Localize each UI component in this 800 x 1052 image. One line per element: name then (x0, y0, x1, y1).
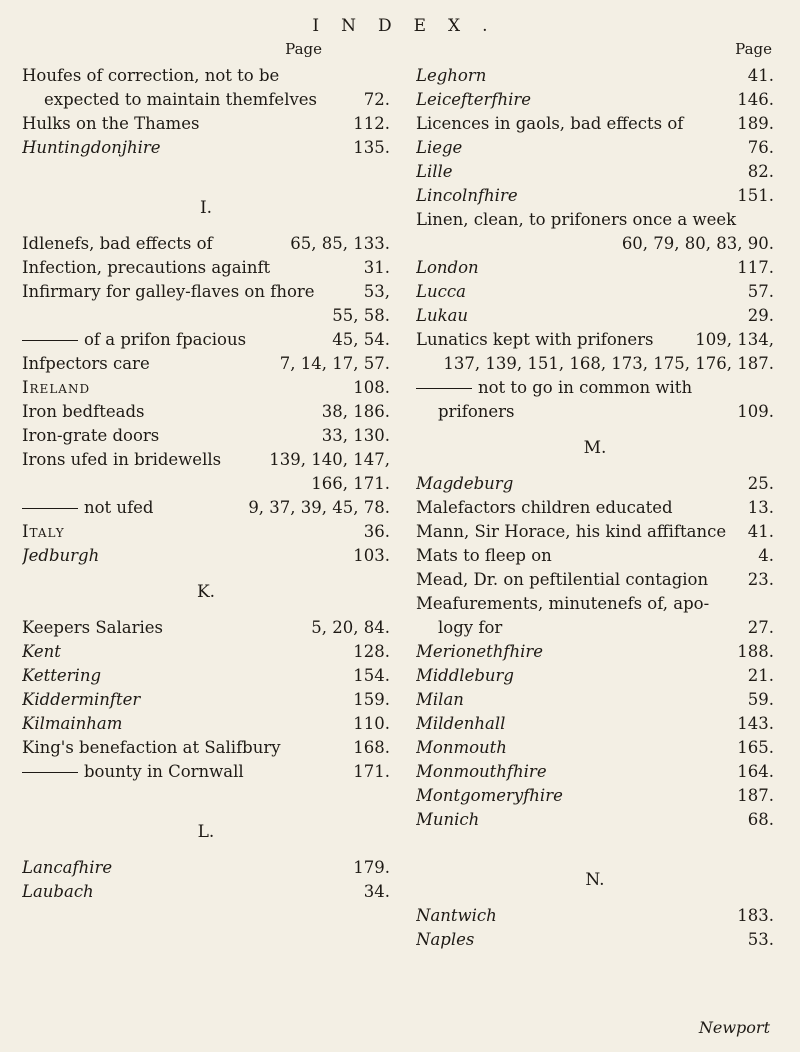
entry-term (22, 352, 280, 376)
entry-pages: 72. (363, 90, 390, 109)
entry-pages: 109. (737, 402, 774, 421)
entry-pages: 41. (747, 522, 774, 541)
entry-term-text: Kettering (22, 666, 102, 685)
entry-term (22, 640, 353, 664)
section-letter-i: I. (199, 198, 213, 218)
entry-pages: 68. (747, 810, 774, 829)
entry-term (22, 232, 290, 256)
index-entry (22, 112, 390, 136)
entry-pages: 57. (747, 282, 774, 301)
entry-term-text: not ufed (84, 498, 154, 517)
entry-pages: 76. (747, 138, 774, 157)
entry-term-text: Infirmary for galley-flaves on fhore (22, 282, 315, 301)
entry-term-text: not to go in common with (478, 378, 693, 397)
entry-pages: 36. (363, 522, 390, 541)
entry-term-text: Leicefterfhire (416, 90, 532, 109)
entry-pages: 109, 134, (695, 330, 774, 349)
entry-pages: 29. (747, 306, 774, 325)
index-entry (416, 208, 774, 232)
entry-term (22, 664, 353, 688)
index-entry (22, 664, 390, 688)
k-entries (22, 616, 390, 784)
entry-term (22, 760, 353, 784)
entry-pages: 7, 14, 17, 57. (279, 354, 390, 373)
entry-pages: 45, 54. (332, 330, 390, 349)
entry-term (22, 856, 353, 880)
entry-pages: 188. (737, 642, 774, 661)
entry-pages: 82. (747, 162, 774, 181)
entry-term-text: Monmouthfhire (416, 762, 547, 781)
entry-term (22, 328, 332, 352)
entry-term-text: expected to maintain themfelves (44, 90, 318, 109)
entry-term (416, 208, 774, 232)
entry-term-text: Jedburgh (22, 546, 100, 565)
entry-pages: 4. (758, 546, 774, 565)
entry-term-text: Lunatics kept with prifoners (416, 330, 654, 349)
index-entry (416, 328, 774, 352)
entry-term (22, 280, 364, 304)
entry-term (22, 136, 353, 160)
entry-term (416, 160, 748, 184)
entry-term-text: Linen, clean, to prifoners once a week (416, 210, 737, 229)
entry-term-text: Lincolnfhire (416, 186, 518, 205)
entry-term-text: Iron bedfteads (22, 402, 145, 421)
entry-pages: 165. (737, 738, 774, 757)
entry-term (416, 544, 758, 568)
entry-term (416, 520, 748, 544)
entry-pages: 159. (353, 690, 390, 709)
entry-term (416, 664, 748, 688)
entry-pages: 137, 139, 151, 168, 173, 175, 176, 187. (443, 354, 774, 373)
entry-pages: 110. (353, 714, 390, 733)
index-entry (22, 496, 390, 520)
entry-term (416, 592, 774, 616)
entry-term (416, 496, 748, 520)
index-entry (416, 304, 774, 328)
entry-term-text: Idlenefs, bad effects of (22, 234, 213, 253)
index-entry (22, 328, 390, 352)
entry-pages: 65, 85, 133. (290, 234, 390, 253)
entry-term-text: Laubach (22, 882, 94, 901)
entry-pages: 154. (353, 666, 390, 685)
entry-term (416, 472, 748, 496)
entry-term (22, 64, 390, 88)
entry-pages: 179. (353, 858, 390, 877)
entry-term-text: Lille (416, 162, 453, 181)
entry-term-text: Merionethfhire (416, 642, 544, 661)
entry-term (416, 712, 737, 736)
entry-pages: 135. (353, 138, 390, 157)
entry-pages: 53. (747, 930, 774, 949)
index-entry (22, 640, 390, 664)
i-entries (22, 232, 390, 568)
entry-term (22, 112, 353, 136)
entry-term (416, 280, 748, 304)
index-entry (22, 880, 390, 904)
index-entry (22, 736, 390, 760)
entry-pages: 53, (363, 282, 390, 301)
entry-pages: 139, 140, 147, (269, 450, 390, 469)
entry-term-text: King's benefaction at Salifbury (22, 738, 281, 757)
entry-pages: 9, 37, 39, 45, 78. (248, 498, 390, 517)
entry-term (22, 616, 311, 640)
entry-term-text: Malefactors children educated (416, 498, 673, 517)
ditto-dash (22, 772, 78, 773)
index-entry (416, 664, 774, 688)
entry-pages: 171. (353, 762, 390, 781)
index-entry (22, 472, 390, 496)
entry-term (416, 808, 748, 832)
index-entry (416, 736, 774, 760)
entry-pages: 59. (747, 690, 774, 709)
entry-term (416, 736, 737, 760)
index-entry (416, 592, 774, 616)
entry-term-text: Meafurements, minutenefs of, apo- (416, 594, 710, 613)
index-entry (416, 496, 774, 520)
index-entry (416, 784, 774, 808)
entry-term-text: Liege (416, 138, 463, 157)
entry-term (22, 544, 353, 568)
entry-term (416, 568, 748, 592)
entry-term-text: Keepers Salaries (22, 618, 163, 637)
entry-term (22, 400, 322, 424)
entry-term-text: Lukau (416, 306, 469, 325)
section-letter-k: K. (196, 582, 216, 602)
entry-term-text: Ireland (22, 378, 91, 397)
page-column-label-right: Page (735, 40, 772, 58)
l-entries-left (22, 856, 390, 904)
index-entry (416, 544, 774, 568)
entry-term-text: Irons ufed in bridewells (22, 450, 222, 469)
index-entry (416, 64, 774, 88)
entry-term (22, 496, 248, 520)
index-entry (22, 400, 390, 424)
index-entry (416, 88, 774, 112)
catchword: Newport (698, 1018, 770, 1037)
index-entry (416, 688, 774, 712)
entry-pages: 117. (737, 258, 774, 277)
entry-pages: 23. (747, 570, 774, 589)
entry-term-text: Houfes of correction, not to be (22, 66, 280, 85)
index-entry (22, 688, 390, 712)
entry-term-text: prifoners (438, 402, 515, 421)
index-entry (416, 712, 774, 736)
index-entry (22, 376, 390, 400)
index-entry (416, 640, 774, 664)
entry-term (416, 112, 737, 136)
entry-term (416, 784, 737, 808)
index-entry (416, 520, 774, 544)
index-entry (22, 616, 390, 640)
entry-term (22, 880, 364, 904)
entry-term-text: Iron-grate doors (22, 426, 160, 445)
entry-term (416, 136, 748, 160)
index-entry (416, 136, 774, 160)
entry-term-text: Naples (416, 930, 475, 949)
entry-term-text: Hulks on the Thames (22, 114, 200, 133)
entry-pages: 55, 58. (332, 306, 390, 325)
index-entry (416, 376, 774, 400)
entry-term-text: Mann, Sir Horace, his kind affiftance (416, 522, 727, 541)
entry-pages: 13. (747, 498, 774, 517)
entry-term-text: Monmouth (416, 738, 507, 757)
entry-term (22, 448, 269, 472)
entry-term (416, 376, 774, 400)
entry-term-text: Magdeburg (416, 474, 514, 493)
index-entry (416, 184, 774, 208)
entry-pages: 25. (747, 474, 774, 493)
index-entry (22, 304, 390, 328)
entry-term (416, 928, 748, 952)
entry-term (416, 640, 737, 664)
entry-pages: 108. (353, 378, 390, 397)
right-column (416, 40, 774, 952)
index-entry (416, 352, 774, 376)
entry-term-text: Mildenhall (416, 714, 506, 733)
entry-term-text: Huntingdonjhire (22, 138, 161, 157)
entry-term-text: Mead, Dr. on peftilential contagion (416, 570, 709, 589)
entry-pages: 60, 79, 80, 83, 90. (621, 234, 774, 253)
entry-term (416, 328, 695, 352)
entry-pages: 34. (363, 882, 390, 901)
index-entry (416, 760, 774, 784)
index-entry (416, 616, 774, 640)
entry-pages: 103. (353, 546, 390, 565)
entry-pages: 128. (353, 642, 390, 661)
m-entries (416, 472, 774, 832)
index-entry (22, 232, 390, 256)
index-entry (22, 712, 390, 736)
entry-term (416, 88, 737, 112)
entry-term-text: Munich (416, 810, 480, 829)
entry-term-text: Leghorn (416, 66, 487, 85)
index-entry (416, 112, 774, 136)
entry-term (416, 304, 748, 328)
ditto-dash (22, 508, 78, 509)
index-entry (22, 424, 390, 448)
entry-term (22, 256, 364, 280)
entry-pages: 21. (747, 666, 774, 685)
entry-pages: 143. (737, 714, 774, 733)
entry-pages: 164. (737, 762, 774, 781)
entry-pages: 41. (747, 66, 774, 85)
index-entry (22, 520, 390, 544)
entry-term (416, 688, 748, 712)
entry-term-text: Lancafhire (22, 858, 113, 877)
h-entries (22, 64, 390, 160)
index-entry (22, 760, 390, 784)
index-entry (22, 88, 390, 112)
index-entry (22, 256, 390, 280)
entry-pages: 112. (353, 114, 390, 133)
entry-term-text: Mats to fleep on (416, 546, 552, 565)
entry-term-text: Infection, precautions againft (22, 258, 271, 277)
index-entry (416, 400, 774, 424)
ditto-dash (416, 388, 472, 389)
entry-term (22, 424, 322, 448)
n-entries (416, 904, 774, 952)
index-entry (416, 232, 774, 256)
index-entry (22, 856, 390, 880)
section-letter-m: M. (583, 438, 607, 458)
entry-term-text: bounty in Cornwall (84, 762, 244, 781)
entry-term (416, 904, 737, 928)
entry-term (416, 64, 748, 88)
entry-term (44, 88, 364, 112)
entry-term-text: Kent (22, 642, 61, 661)
entry-term (22, 736, 353, 760)
l-entries-right (416, 64, 774, 424)
entry-term (438, 400, 737, 424)
entry-pages: 38, 186. (321, 402, 390, 421)
entry-term (22, 688, 353, 712)
ditto-dash (22, 340, 78, 341)
entry-term-text: logy for (438, 618, 503, 637)
entry-term-text: Italy (22, 522, 65, 541)
left-column (22, 40, 390, 904)
entry-term-text: Middleburg (416, 666, 514, 685)
entry-term-text: Kidderminfter (22, 690, 141, 709)
entry-term (416, 256, 737, 280)
entry-pages: 27. (747, 618, 774, 637)
entry-term-text: Kilmainham (22, 714, 123, 733)
entry-term-text: Lucca (416, 282, 466, 301)
entry-pages: 187. (737, 786, 774, 805)
entry-term-text: Licences in gaols, bad effects of (416, 114, 684, 133)
index-entry (416, 256, 774, 280)
entry-pages: 166, 171. (311, 474, 390, 493)
entry-term (416, 184, 737, 208)
entry-term (416, 760, 737, 784)
entry-term (22, 712, 353, 736)
entry-term-text: Nantwich (416, 906, 497, 925)
entry-term-text: Milan (416, 690, 464, 709)
index-entry (416, 472, 774, 496)
index-entry (416, 160, 774, 184)
entry-pages: 189. (737, 114, 774, 133)
index-entry (416, 928, 774, 952)
entry-pages: 183. (737, 906, 774, 925)
section-letter-l: L. (197, 822, 215, 842)
index-entry (22, 544, 390, 568)
entry-term-text: of a prifon fpacious (84, 330, 247, 349)
page-column-label: Page (285, 40, 322, 58)
index-entry (22, 352, 390, 376)
index-entry (416, 808, 774, 832)
entry-term (22, 376, 353, 400)
index-entry (22, 136, 390, 160)
entry-pages: 5, 20, 84. (311, 618, 390, 637)
entry-pages: 168. (353, 738, 390, 757)
index-entry (416, 280, 774, 304)
section-letter-n: N. (585, 870, 605, 890)
entry-term-text: Infpectors care (22, 354, 150, 373)
index-entry (22, 280, 390, 304)
index-entry (22, 64, 390, 88)
entry-term (438, 616, 748, 640)
entry-term-text: London (416, 258, 479, 277)
index-entry (416, 904, 774, 928)
index-entry (416, 568, 774, 592)
index-entry (22, 448, 390, 472)
entry-pages: 33, 130. (321, 426, 390, 445)
page-header: INDEX. (312, 16, 510, 36)
entry-pages: 151. (737, 186, 774, 205)
entry-term (22, 520, 364, 544)
entry-pages: 31. (363, 258, 390, 277)
entry-pages: 146. (737, 90, 774, 109)
entry-term-text: Montgomeryfhire (416, 786, 563, 805)
